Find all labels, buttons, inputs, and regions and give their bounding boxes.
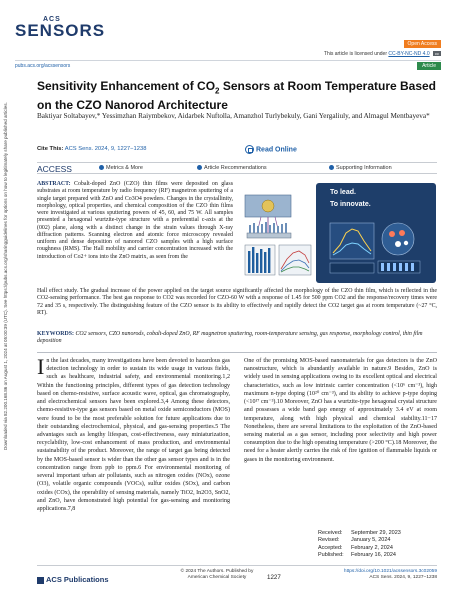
footer-citation: ACS Sens. 2024, 9, 1227−1238 bbox=[369, 574, 437, 580]
journal-url[interactable]: pubs.acs.org/acssensors bbox=[15, 63, 71, 69]
license-line bbox=[324, 51, 441, 57]
keywords bbox=[37, 331, 437, 346]
page-footer bbox=[37, 565, 437, 589]
article-type-badge: Article bbox=[417, 62, 441, 70]
title-post: Sensors at Room Temperature Based on the CZO Nanorod Architecture bbox=[37, 79, 437, 113]
supporting-info-label: Supporting Information bbox=[336, 165, 392, 171]
metrics-icon bbox=[99, 165, 104, 170]
author-list: Baktiyar Soltabayev,* Yessimzhan Raiymbekov, Aidarbek Nuftolla, Amanzhol Turlybekuly, Gani Yergaliuly, and Almagul Mentbayeva* bbox=[37, 112, 430, 120]
toc-line-1: To lead. bbox=[330, 189, 356, 196]
journal-logo[interactable] bbox=[15, 16, 105, 41]
license-link[interactable]: CC-BY-NC-ND 4.0 bbox=[388, 51, 430, 57]
abstract-divider bbox=[37, 352, 437, 353]
body-right-text: One of the promising MOS-based nanomaterials for gas detectors is the ZnO nanostructure, which is abundantly available in nature.9 Besides, ZnO is widely used in sensing applications owing to its excellent optical and electrical characteristics, such as low intrinsic carrier concentration (<10⁶ cm⁻³), high maximum n-type doping (10²⁰ cm⁻³), and its ability to achieve p-type doping (<10¹⁷ cm⁻³).10 Moreover, ZnO has a wurtzite-type hexagonal crystal structure and possesses a wide band gap energy of approximately 3.4 eV at room temperature, along with high physical and chemical stability.11−17 Nonetheless, there are several limitations to the exploitation of the ZnO-based sensing material as a gas sensor, including poor selectivity and high power consumption due to the high operating temperature (>200 °C).18 Moreover, the need for a heater alertly carries the risk of fire ignition of flammable liquids or gases in the monitoring environment. bbox=[244, 358, 437, 463]
metrics-button[interactable] bbox=[99, 165, 143, 171]
sputtering-diagram bbox=[241, 189, 313, 279]
supporting-info-icon bbox=[329, 165, 334, 170]
acs-logo-icon bbox=[37, 577, 44, 584]
download-note-text: Downloaded via 82.200.168.86 on August 1, 2024 at 05:00:39 (UTC). See https://pubs.acs.org/sharingguidelines for options on how to legitimately share published articles. bbox=[3, 102, 8, 450]
read-online-label: Read Online bbox=[256, 146, 297, 154]
cc-icon: cc bbox=[435, 51, 439, 56]
page-number: 1227 bbox=[267, 574, 281, 581]
doi-block bbox=[344, 569, 437, 581]
toc-graphic bbox=[241, 183, 438, 286]
download-note bbox=[2, 102, 12, 450]
acs-publications-logo[interactable] bbox=[37, 575, 109, 584]
drop-cap: I bbox=[37, 354, 45, 379]
article-header-bar bbox=[15, 60, 441, 70]
cite-row bbox=[37, 145, 437, 157]
title-sub: 2 bbox=[215, 86, 220, 96]
access-label: ACCESS bbox=[37, 164, 72, 174]
abstract-label: ABSTRACT: bbox=[37, 181, 71, 187]
cite-label: Cite This: bbox=[37, 146, 64, 152]
date-revised: Revised: January 5, 2024 bbox=[318, 537, 391, 544]
read-online-icon bbox=[245, 145, 254, 154]
toc-dark-panel bbox=[316, 183, 436, 283]
body-column-left bbox=[37, 354, 230, 513]
recommendations-label: Article Recommendations bbox=[204, 165, 267, 171]
publications-label: ACS Publications bbox=[46, 575, 109, 584]
recommendations-icon bbox=[197, 165, 202, 170]
recommendations-button[interactable] bbox=[197, 165, 267, 171]
read-online-button[interactable] bbox=[245, 145, 297, 154]
toc-sensor-graphic bbox=[328, 219, 424, 277]
metrics-label: Metrics & More bbox=[106, 165, 143, 171]
toc-line-2: To innovate. bbox=[330, 201, 371, 208]
open-access-badge: Open Access bbox=[404, 40, 441, 48]
doi-link[interactable]: https://doi.org/10.1021/acssensors.3c02059 bbox=[343, 569, 437, 574]
date-received: Received: September 29, 2023 bbox=[318, 530, 401, 536]
keywords-label: KEYWORDS: bbox=[37, 331, 74, 337]
title-pre: Sensitivity Enhancement of CO bbox=[37, 79, 216, 93]
article-title bbox=[37, 79, 437, 112]
body-left-text: n the last decades, many investigations have been devoted to hazardous gas detection technology in order to sustain its wide usage in various fields, such as healthcare, industrial safety, and environmental monitoring.1,2 Within the functioning principles, different types of gas detection technology based on chemo-resistive, surface acoustic wave, optical, gas chromatography, and electrochemical sensors have been explored.3,4 Among these detectors, chemo-resistive-type gas sensors based on metal oxide semiconductors (MOS) were found to be the most preferable solution for future applications due to their outstanding electrochemical, physical, and gas-sensing properties.5 The advantages such as lengthy lifespan, cost-effectiveness, easy miniaturization, recyclability, low-cost enhancement of mass production, and environmental sustainability of the product. Moreover, the range of target gas being detected by the MOS-based sensor is wider than the other gas sensor types and is in the concentration range from ppb to ppm.6 For environmental monitoring of several important urban air pollutants, such as nitrogen oxides (NOx), ozone (O3), volatile organic compounds (VOCs), sulfur oxides (SOx), and carbon oxides (COx), the operability of sensing materials, namely TiO2, In2O3, SnO2, and ZnO, have demonstrated high potential for gas-sensing and monitoring applications.7,8 bbox=[37, 358, 230, 512]
publisher-name: ACS bbox=[43, 16, 61, 23]
cite-info bbox=[37, 146, 146, 152]
body-column-right bbox=[244, 357, 437, 464]
abstract-text bbox=[37, 181, 233, 261]
date-accepted: Accepted: February 2, 2024 bbox=[318, 544, 393, 551]
abstract-continued: Hall effect study. The gradual increase of the power applied on the target source significantly affected the morphology of the CZO thin film, which is reflected in the CO2-sensing performance. The best gas response to CO2 was recorded for CZO-60 W with a response of 1.45 for 500 ppm CO2 and the response/recovery times were 72 and 35 s, respectively. The distinguishing feature of the CZO sensor is its ability to effectively and rapidly detect the CO2 target gas at room temperature (~27 °C, RT). bbox=[37, 288, 437, 316]
supporting-info-button[interactable] bbox=[329, 165, 392, 171]
article-dates bbox=[318, 530, 401, 560]
journal-name: SENSORS bbox=[15, 21, 106, 40]
access-bar bbox=[37, 162, 437, 174]
abstract-narrow: Cobalt-doped ZnO (CZO) thin films were deposited on glass substrates at room temperature by radio frequency (RF) magnetron sputtering of a single target prepared with ZnO and Co3O4 powders. Changes in the crystallinity, morphology, optical properties, and chemical composition of the CZO thin films were investigated at various sputtering powers of 45, 60, and 75 W. All samples presented a hexagonal wurtzite-type structure with a preferential c-axis at the (002) plane, along with a distinct change in the strain values through X-ray diffraction patterns. Scanning electron and atomic force microscopy revealed uniform and dense deposition of nanorod CZO samples with a high surface roughness (RMS). The Hall mobility and carrier concentration increased with the introduction of Co2+ ions into the ZnO matrix, as seen from the bbox=[37, 181, 233, 260]
cite-ref[interactable]: 2024, 9, 1227−1238 bbox=[94, 146, 147, 152]
license-prefix: This article is licensed under bbox=[323, 51, 387, 57]
keywords-text: CO2 sensors, CZO nanorods, cobalt-doped ZnO, RF magnetron sputtering, room-temperature sensing, gas response, morphology control, thin film deposition bbox=[37, 331, 423, 345]
cite-journal[interactable]: ACS Sens. bbox=[64, 146, 94, 152]
copyright-notice: © 2024 The Authors. Published by American Chemical Society bbox=[180, 569, 254, 580]
date-published: Published: February 16, 2024 bbox=[318, 552, 396, 559]
